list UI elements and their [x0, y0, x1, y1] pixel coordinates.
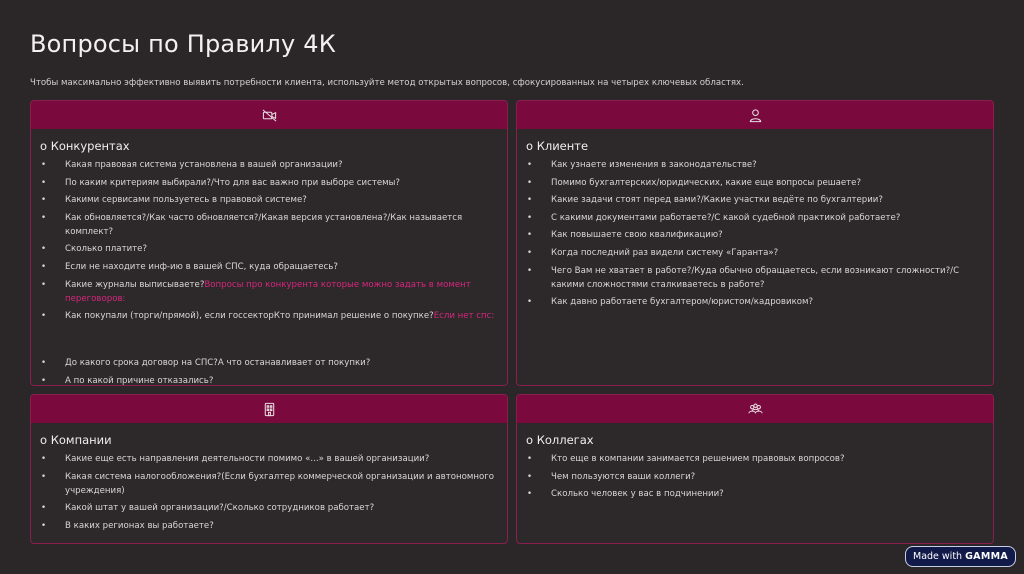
highlight-note: Вопросы про конкурента которые можно задать в момент переговоров: — [65, 279, 471, 304]
question-text: Как повышаете свою квалификацию? — [551, 230, 723, 241]
page-title: Вопросы по Правилу 4К — [30, 30, 336, 58]
highlight-note: Если нет спс: — [433, 311, 495, 322]
list-item — [31, 278, 507, 306]
list-item — [517, 452, 993, 466]
question-text: А по какой причине отказались? — [65, 375, 214, 386]
card-header — [517, 395, 993, 423]
bullet: • — [41, 261, 47, 272]
bullet: • — [527, 177, 533, 188]
question-text: С какими документами работаете?/С какой судебной практикой работаете? — [551, 212, 901, 223]
question-text: Какие журналы выписываете? — [65, 279, 205, 290]
question-text: Какие еще есть направления деятельности помимо «...» в вашей организации? — [65, 454, 430, 464]
question-text: Как давно работаете бухгалтером/юристом/кадровиком? — [551, 297, 814, 308]
bullet: • — [527, 265, 533, 276]
question-list — [517, 452, 993, 501]
question-text: Сколько платите? — [65, 244, 148, 255]
bullet: • — [527, 230, 533, 241]
list-item — [517, 487, 993, 501]
list-item — [31, 356, 507, 370]
bullet: • — [41, 358, 47, 369]
list-item — [517, 228, 993, 242]
question-text: В каких регионах вы работаете? — [65, 520, 214, 531]
bullet: • — [527, 247, 533, 258]
list-item — [31, 309, 507, 323]
bullet: • — [527, 212, 533, 223]
question-list — [31, 452, 507, 533]
building-icon — [262, 402, 277, 417]
list-item — [517, 193, 993, 207]
question-text: Если не находите инф-ию в вашей СПС, куда обращаетесь? — [65, 261, 338, 272]
list-item — [31, 470, 507, 498]
list-item — [517, 470, 993, 484]
group-icon — [748, 402, 763, 417]
list-item — [31, 158, 507, 172]
card-colleagues — [516, 394, 994, 544]
question-text: Как обновляется?/Как часто обновляется?/Какая версия установлена?/Как называется комплект? — [65, 212, 463, 237]
no-video-icon — [262, 108, 277, 123]
list-item — [517, 158, 993, 172]
list-item — [31, 193, 507, 207]
bullet: • — [527, 160, 533, 170]
card-client — [516, 100, 994, 386]
bullet: • — [41, 177, 47, 188]
card-competitors — [30, 100, 508, 386]
bullet: • — [527, 195, 533, 206]
question-text: Помимо бухгалтерских/юридических, какие еще вопросы решаете? — [551, 177, 862, 188]
list-item — [517, 264, 993, 292]
bullet: • — [527, 297, 533, 308]
badge-prefix: Made with — [913, 551, 963, 562]
question-text: Какая правовая система установлена в вашей организации? — [65, 160, 343, 170]
bullet: • — [527, 471, 533, 482]
question-text: Какими сервисами пользуетесь в правовой системе? — [65, 195, 307, 206]
list-item — [31, 501, 507, 515]
question-text: Когда последний раз видели систему «Гаранта»? — [551, 247, 779, 258]
question-list — [517, 158, 993, 309]
card-header — [31, 101, 507, 129]
list-item — [517, 246, 993, 260]
card-title: о Компании — [40, 433, 112, 447]
question-text: Кто еще в компании занимается решением правовых вопросов? — [551, 454, 845, 464]
bullet: • — [41, 520, 47, 531]
list-item — [31, 211, 507, 239]
card-company — [30, 394, 508, 544]
list-item — [31, 242, 507, 256]
question-text: По каким критериям выбирали?/Что для вас важно при выборе системы? — [65, 177, 400, 188]
list-item — [31, 452, 507, 466]
question-text: Чем пользуются ваши коллеги? — [551, 471, 696, 482]
question-text: Какие задачи стоят перед вами?/Какие участки ведёте по бухгалтерии? — [551, 195, 883, 206]
made-with-gamma-badge[interactable] — [905, 546, 1016, 567]
bullet: • — [41, 212, 47, 223]
question-text: До какого срока договор на СПС?А что останавливает от покупки? — [65, 358, 371, 369]
question-text: Какая система налогообложения?(Если бухгалтер коммерческой организации и автономного учреждения) — [65, 471, 494, 496]
badge-brand: GAMMA — [965, 551, 1008, 562]
question-text: Чего Вам не хватает в работе?/Куда обычно обращаетесь, если возникают сложности?/С какими сложностями сталкиваетесь в работе? — [551, 265, 960, 290]
bullet: • — [41, 195, 47, 206]
bullet: • — [41, 454, 47, 464]
question-text: Как покупали (торги/прямой), если госсекторКто принимал решение о покупке? — [65, 311, 434, 322]
bullet: • — [41, 160, 47, 170]
list-item — [31, 176, 507, 190]
question-text: Сколько человек у вас в подчинении? — [551, 489, 724, 500]
list-item — [31, 374, 507, 386]
question-list — [31, 158, 507, 386]
page-subtitle: Чтобы максимально эффективно выявить потребности клиента, используйте метод открытых вопросов, сфокусированных на четырех ключевых областях. — [30, 78, 744, 88]
user-icon — [748, 108, 763, 123]
list-item — [31, 260, 507, 274]
card-title: о Клиенте — [526, 139, 589, 153]
bullet: • — [527, 489, 533, 500]
bullet: • — [41, 471, 47, 482]
card-header — [31, 395, 507, 423]
card-title: о Конкурентах — [40, 139, 130, 153]
list-item — [517, 211, 993, 225]
list-item — [517, 176, 993, 190]
question-text: Какой штат у вашей организации?/Сколько сотрудников работает? — [65, 503, 375, 514]
card-title: о Коллегах — [526, 433, 594, 447]
card-header — [517, 101, 993, 129]
bullet: • — [41, 244, 47, 255]
bullet: • — [41, 311, 47, 322]
bullet: • — [41, 503, 47, 514]
bullet: • — [41, 375, 47, 386]
bullet: • — [527, 454, 533, 464]
bullet: • — [41, 279, 47, 290]
list-item — [517, 295, 993, 309]
question-text: Как узнаете изменения в законодательстве? — [551, 160, 757, 170]
list-item — [31, 519, 507, 533]
